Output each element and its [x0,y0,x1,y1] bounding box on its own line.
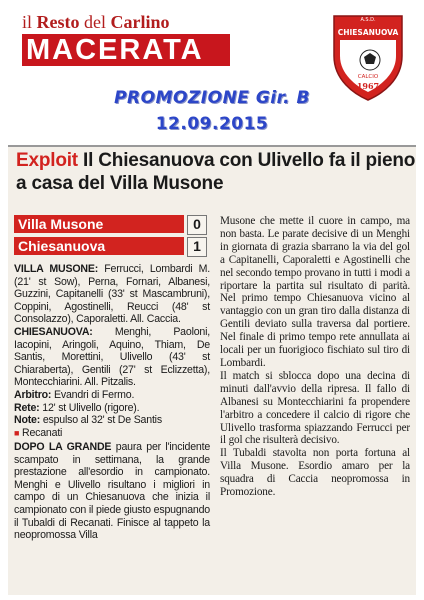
villa-lineup: Ferrucci, Lombardi M. (21' st Sow), Perna, Fornari, Albanesi, Guzzini, Capitanelli (33' st Mascambruni), Coppini, Agostinelli, Reucci (48' st Consolazzo), Caporaletti. All. Caccia. [14,263,211,326]
score-row-home [14,215,207,233]
lead-text: paura per l'incidente scampato in settimana, la grande prestazione all'esordio in campionato. Menghi e Ulivello risultano i migliori in campo di un Chiesanuova che inizia il campionato con il piede giusto espugnando il Tubaldi di Recanati. Finisce al tappeto la neopromossa Villa [14,441,211,542]
rete-text: 12' st Ulivello (rigore). [42,401,140,414]
title-text: Il Chiesanuova con Ulivello fa il pieno a casa del Villa Musone [16,150,416,194]
arbitro-text: Evandri di Fermo. [54,388,135,401]
article-title [16,149,416,195]
top-rule [8,145,416,147]
dateline: ■ Recanati [14,426,63,439]
score-row-away [14,237,207,255]
article-body [220,215,410,499]
date-header: 12.09.2015 [155,114,269,134]
title-kicker: Exploit [16,150,78,171]
body-paragraph-3: Il Tubaldi stavolta non porta fortuna al Villa Musone. Esordio amaro per la squadra di Caccia neopromossa in Promozione. [220,447,410,499]
villa-label: VILLA MUSONE: [14,263,99,275]
article-lead [14,441,210,542]
lead-bold: DOPO LA GRANDE [14,441,112,453]
article-clipping [8,145,416,595]
logo-sub: CALCIO [357,74,379,80]
edition-city: MACERATA [22,34,230,66]
body-paragraph-1: Musone che mette il cuore in campo, ma non basta. Le parate decisive di un Menghi in giornata di grazia sbarrano la via del gol a Capitanelli, Caporaletti e Agostinelli che nel secondo tempo provano in tutti i modi a riportare la partita sul risultato di parità. Nel primo tempo Chiesanuova vicino al vantaggio con un gran tiro dalla distanza di Gentili deviato sulla traversa dal portiere. Nel finale di primo tempo rete annullata ai locali per un fuorigioco fischiato sul tiro di Lombardi. [220,215,410,369]
away-team: Chiesanuova [14,237,184,255]
newspaper-name: il Resto del Carlino [22,12,170,32]
match-sheet [14,263,210,439]
home-goals: 0 [187,215,207,235]
note-label: Note: [14,414,41,427]
chiesa-lineup: Menghi, Paoloni, Iacopini, Aringoli, Aquino, Thiam, De Santis, Morettini, Ulivello (43' st Chiaraberta), Gentili (27' st Eclizzetta), Montecchiarini. All. Pitzalis. [14,325,211,389]
body-paragraph-2: Il match si sblocca dopo una decina di minuti dall'avvio della ripresa. Il fallo di Albanesi su Montecchiarini fa propendere l'arbitro a concedere il calcio di rigore che Ulivello trasforma spiazzando Ferrucci per il gol che risulterà decisivo. [220,369,410,447]
note-text: espulso al 32' st De Santis [42,414,162,427]
arbitro-label: Arbitro: [14,388,52,401]
away-goals: 1 [187,237,207,257]
chiesa-label: CHIESANUOVA: [14,325,93,338]
logo-year: 1967 [356,81,380,91]
newspaper-masthead [22,12,232,72]
logo-club-name: CHIESANUOVA [337,28,399,37]
league-header: PROMOZIONE Gir. B [114,88,310,108]
logo-top-text: A.S.D. [360,17,376,23]
rete-label: Rete: [14,401,40,414]
location-pin-icon: ■ [14,427,20,438]
home-team: Villa Musone [14,215,184,233]
